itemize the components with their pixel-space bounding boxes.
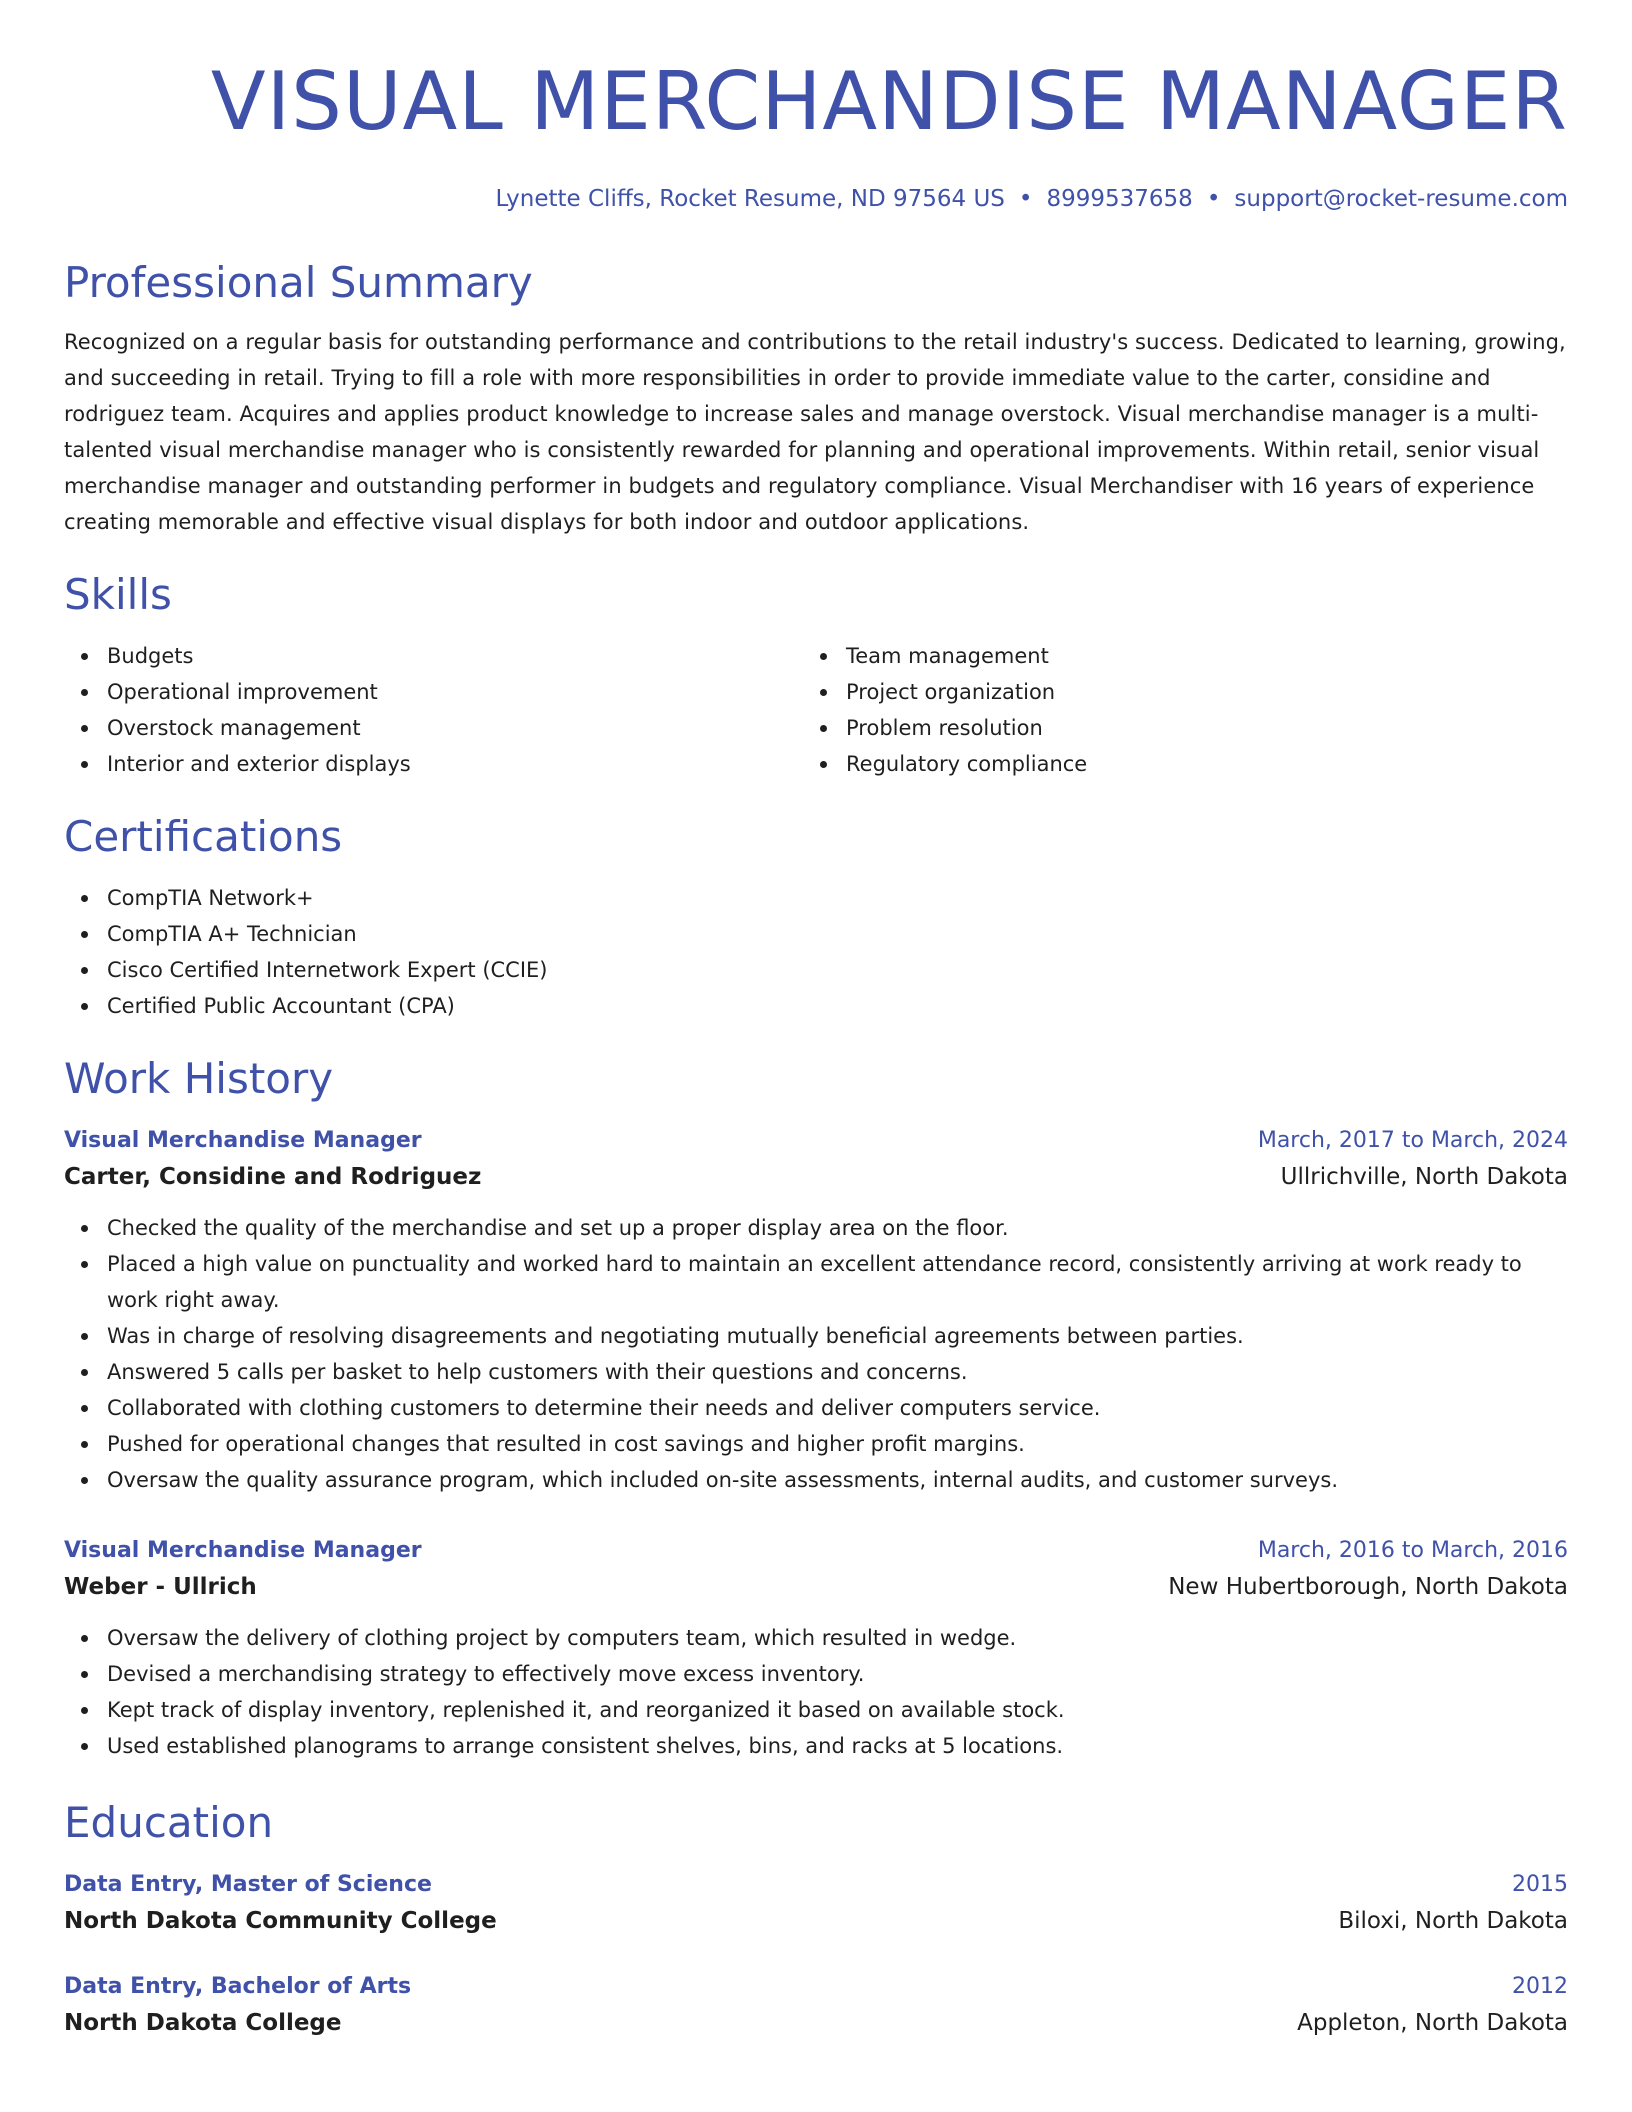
job-company-row xyxy=(64,1158,1568,1196)
section-heading-education: Education xyxy=(64,1798,274,1847)
contact-address: Lynette Cliffs, Rocket Resume, ND 97564 US xyxy=(495,186,1005,212)
contact-email[interactable]: support@rocket-resume.com xyxy=(1234,186,1568,212)
job-entry xyxy=(64,1534,1568,1764)
education-year: 2015 xyxy=(1512,1872,1568,1897)
skills-list-right xyxy=(803,638,1542,782)
job-bullet: Kept track of display inventory, replenished it, and reorganized it based on available stock. xyxy=(107,1692,1568,1728)
job-header-row xyxy=(64,1534,1568,1568)
contact-line xyxy=(64,184,1568,214)
skill-item: Overstock management xyxy=(107,710,803,746)
education-school-row xyxy=(64,2004,1568,2042)
certification-item: Certified Public Accountant (CPA) xyxy=(107,988,1568,1024)
education-degree: Data Entry, Master of Science xyxy=(64,1872,432,1897)
job-bullet-list xyxy=(64,1210,1568,1498)
skill-item: Regulatory compliance xyxy=(846,746,1542,782)
education-location: Biloxi, North Dakota xyxy=(1338,1908,1568,1934)
section-heading-skills: Skills xyxy=(64,570,172,619)
education-entry xyxy=(64,1868,1568,1940)
job-header-row xyxy=(64,1124,1568,1158)
section-heading-work-history: Work History xyxy=(64,1054,334,1103)
job-bullet: Placed a high value on punctuality and worked hard to maintain an excellent attendance record, consistently arriving at work ready to work right away. xyxy=(107,1246,1568,1318)
job-bullet: Oversaw the delivery of clothing project by computers team, which resulted in wedge. xyxy=(107,1620,1568,1656)
certification-item: CompTIA A+ Technician xyxy=(107,916,1568,952)
skill-item: Team management xyxy=(846,638,1542,674)
job-bullet: Devised a merchandising strategy to effectively move excess inventory. xyxy=(107,1656,1568,1692)
job-bullet: Checked the quality of the merchandise and set up a proper display area on the floor. xyxy=(107,1210,1568,1246)
job-bullet: Pushed for operational changes that resulted in cost savings and higher profit margins. xyxy=(107,1426,1568,1462)
summary-text: Recognized on a regular basis for outstanding performance and contributions to the retail industry's success. Dedicated to learning, growing, and succeeding in retail. Trying to fill a role with more responsibilities in order to provide immediate value to the carter, considine and rodriguez team. Acquires and applies product knowledge to increase sales and manage overstock. Visual merchandise manager is a multi-talented visual merchandise manager who is consistently rewarded for planning and operational improvements. Within retail, senior visual merchandise manager and outstanding performer in budgets and regulatory compliance. Visual Merchandiser with 16 years of experience creating memorable and effective visual displays for both indoor and outdoor applications. xyxy=(64,330,1566,534)
job-company: Weber - Ullrich xyxy=(64,1574,257,1600)
job-location: Ullrichville, North Dakota xyxy=(1280,1164,1568,1190)
certifications-list xyxy=(64,880,1568,1024)
skill-item: Interior and exterior displays xyxy=(107,746,803,782)
education-school: North Dakota Community College xyxy=(64,1908,497,1934)
skills-list-left xyxy=(64,638,803,782)
section-heading-certifications: Certifications xyxy=(64,812,343,861)
skill-item: Budgets xyxy=(107,638,803,674)
skill-item: Problem resolution xyxy=(846,710,1542,746)
education-degree: Data Entry, Bachelor of Arts xyxy=(64,1974,412,1999)
job-role: Visual Merchandise Manager xyxy=(64,1128,422,1153)
certification-item: CompTIA Network+ xyxy=(107,880,1568,916)
section-heading-summary: Professional Summary xyxy=(64,258,533,307)
contact-phone[interactable]: 8999537658 xyxy=(1046,186,1193,212)
education-entry xyxy=(64,1970,1568,2042)
job-company-row xyxy=(64,1568,1568,1606)
skills-grid xyxy=(64,638,1568,782)
education-school-row xyxy=(64,1902,1568,1940)
job-entry xyxy=(64,1124,1568,1498)
job-company: Carter, Considine and Rodriguez xyxy=(64,1164,482,1190)
skill-item: Project organization xyxy=(846,674,1542,710)
job-bullet: Oversaw the quality assurance program, which included on-site assessments, internal audits, and customer surveys. xyxy=(107,1462,1568,1498)
job-dates: March, 2016 to March, 2016 xyxy=(1257,1538,1568,1563)
job-role: Visual Merchandise Manager xyxy=(64,1538,422,1563)
contact-separator: • xyxy=(1206,186,1221,212)
education-school: North Dakota College xyxy=(64,2010,342,2036)
skills-column-left xyxy=(64,638,803,782)
job-location: New Hubertborough, North Dakota xyxy=(1168,1574,1568,1600)
education-header-row xyxy=(64,1868,1568,1902)
education-year: 2012 xyxy=(1512,1974,1568,1999)
job-bullet: Was in charge of resolving disagreements and negotiating mutually beneficial agreements between parties. xyxy=(107,1318,1568,1354)
job-bullet: Used established planograms to arrange consistent shelves, bins, and racks at 5 locations. xyxy=(107,1728,1568,1764)
job-bullet: Answered 5 calls per basket to help customers with their questions and concerns. xyxy=(107,1354,1568,1390)
certification-item: Cisco Certified Internetwork Expert (CCIE) xyxy=(107,952,1568,988)
education-location: Appleton, North Dakota xyxy=(1297,2010,1568,2036)
contact-separator: • xyxy=(1018,186,1033,212)
resume-title: VISUAL MERCHANDISE MANAGER xyxy=(210,55,1568,148)
education-header-row xyxy=(64,1970,1568,2004)
skill-item: Operational improvement xyxy=(107,674,803,710)
job-bullet: Collaborated with clothing customers to determine their needs and deliver computers service. xyxy=(107,1390,1568,1426)
job-dates: March, 2017 to March, 2024 xyxy=(1257,1128,1568,1153)
job-bullet-list xyxy=(64,1620,1568,1764)
skills-column-right xyxy=(803,638,1542,782)
